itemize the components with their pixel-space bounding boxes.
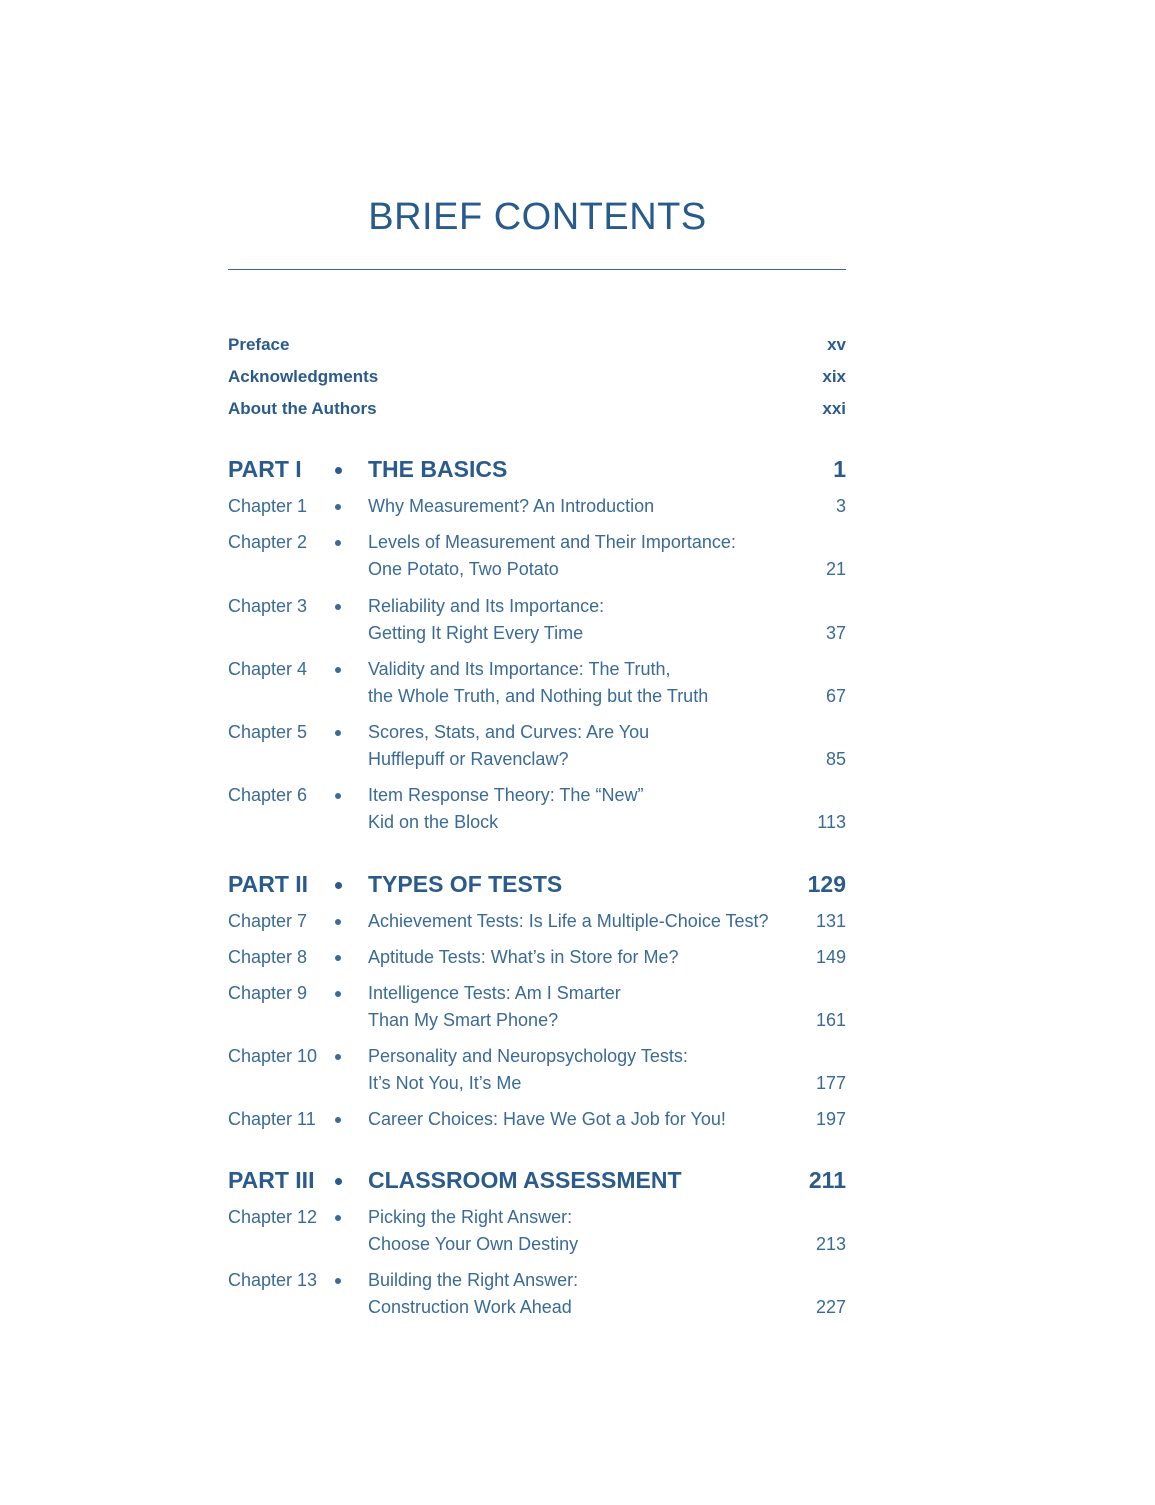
chapter-title: Item Response Theory: The “New” Kid on the Block bbox=[368, 785, 644, 832]
chapter-page: 67 bbox=[825, 686, 846, 706]
part-label: PART II bbox=[228, 871, 309, 897]
chapter-page: 213 bbox=[815, 1234, 846, 1254]
bullet-icon bbox=[332, 1204, 344, 1231]
part-page: 211 bbox=[808, 1167, 846, 1193]
chapter-label: Chapter 8 bbox=[228, 947, 308, 967]
page-title: BRIEF CONTENTS bbox=[368, 196, 707, 238]
bullet-icon bbox=[332, 593, 344, 620]
chapter-page: 21 bbox=[825, 559, 846, 579]
part-title: TYPES OF TESTS bbox=[368, 871, 563, 897]
part-heading-3[interactable] bbox=[228, 1164, 846, 1196]
part-heading-2[interactable] bbox=[228, 868, 846, 900]
entry-page: xxi bbox=[822, 399, 846, 418]
chapter-title: Career Choices: Have We Got a Job for You! bbox=[368, 1109, 726, 1129]
chapter-title: Scores, Stats, and Curves: Are You Hufflepuff or Ravenclaw? bbox=[368, 722, 650, 769]
chapter-page: 227 bbox=[815, 1297, 846, 1317]
chapter-title: Why Measurement? An Introduction bbox=[368, 496, 655, 516]
chapter-title: Levels of Measurement and Their Importance: One Potato, Two Potato bbox=[368, 532, 736, 579]
chapter-page: 113 bbox=[817, 812, 846, 832]
bullet-icon bbox=[332, 782, 344, 809]
chapter-label: Chapter 7 bbox=[228, 911, 308, 931]
chapter-label: Chapter 3 bbox=[228, 596, 308, 616]
chapter-title: Validity and Its Importance: The Truth, the Whole Truth, and Nothing but the Truth bbox=[368, 659, 709, 706]
chapter-title: Achievement Tests: Is Life a Multiple-Choice Test? bbox=[368, 911, 769, 931]
bullet-icon bbox=[332, 453, 344, 485]
entry-page: xix bbox=[822, 367, 846, 386]
chapter-page: 85 bbox=[825, 749, 846, 769]
chapter-page: 177 bbox=[815, 1073, 846, 1093]
chapter-title: Personality and Neuropsychology Tests: It’s Not You, It’s Me bbox=[368, 1046, 688, 1093]
chapter-label: Chapter 4 bbox=[228, 659, 308, 679]
entry-label: About the Authors bbox=[228, 399, 377, 418]
part-page: 129 bbox=[807, 871, 846, 897]
chapter-title: Intelligence Tests: Am I Smarter Than My Smart Phone? bbox=[368, 983, 621, 1030]
chapter-label: Chapter 9 bbox=[228, 983, 308, 1003]
toc-entry-acknowledgments[interactable] bbox=[228, 365, 846, 389]
chapter-label: Chapter 12 bbox=[228, 1207, 318, 1227]
chapter-label: Chapter 6 bbox=[228, 785, 308, 805]
part-title: CLASSROOM ASSESSMENT bbox=[368, 1167, 682, 1193]
chapter-title: Picking the Right Answer: Choose Your Own Destiny bbox=[368, 1207, 579, 1254]
part-page: 1 bbox=[833, 456, 846, 482]
chapter-page: 197 bbox=[815, 1109, 846, 1129]
bullet-icon bbox=[332, 908, 344, 935]
chapter-page: 149 bbox=[815, 947, 846, 967]
chapter-title: Aptitude Tests: What’s in Store for Me? bbox=[368, 947, 679, 967]
bullet-icon bbox=[332, 719, 344, 746]
bullet-icon bbox=[332, 944, 344, 971]
bullet-icon bbox=[332, 656, 344, 683]
bullet-icon bbox=[332, 980, 344, 1007]
part-label: PART I bbox=[228, 456, 302, 482]
toc-entry-preface[interactable] bbox=[228, 333, 846, 357]
bullet-icon bbox=[332, 1164, 344, 1196]
chapter-label: Chapter 5 bbox=[228, 722, 308, 742]
part-title: THE BASICS bbox=[368, 456, 508, 482]
entry-label: Acknowledgments bbox=[228, 367, 379, 386]
bullet-icon bbox=[332, 493, 344, 520]
chapter-page: 3 bbox=[835, 496, 846, 516]
chapter-page: 37 bbox=[825, 623, 846, 643]
bullet-icon bbox=[332, 1106, 344, 1133]
chapter-title: Building the Right Answer: Construction Work Ahead bbox=[368, 1270, 579, 1317]
entry-page: xv bbox=[827, 335, 846, 354]
chapter-label: Chapter 11 bbox=[228, 1109, 316, 1129]
bullet-icon bbox=[332, 529, 344, 556]
chapter-label: Chapter 10 bbox=[228, 1046, 318, 1066]
toc-entry-about-authors[interactable] bbox=[228, 397, 846, 421]
title-divider bbox=[228, 269, 846, 270]
chapter-label: Chapter 13 bbox=[228, 1270, 318, 1290]
chapter-label: Chapter 1 bbox=[228, 496, 308, 516]
entry-label: Preface bbox=[228, 335, 290, 354]
bullet-icon bbox=[332, 1267, 344, 1294]
chapter-page: 161 bbox=[815, 1010, 846, 1030]
part-heading-1[interactable] bbox=[228, 453, 846, 485]
chapter-title: Reliability and Its Importance: Getting It Right Every Time bbox=[368, 596, 605, 643]
chapter-page: 131 bbox=[815, 911, 846, 931]
chapter-label: Chapter 2 bbox=[228, 532, 308, 552]
bullet-icon bbox=[332, 868, 344, 900]
part-label: PART III bbox=[228, 1167, 315, 1193]
bullet-icon bbox=[332, 1043, 344, 1070]
